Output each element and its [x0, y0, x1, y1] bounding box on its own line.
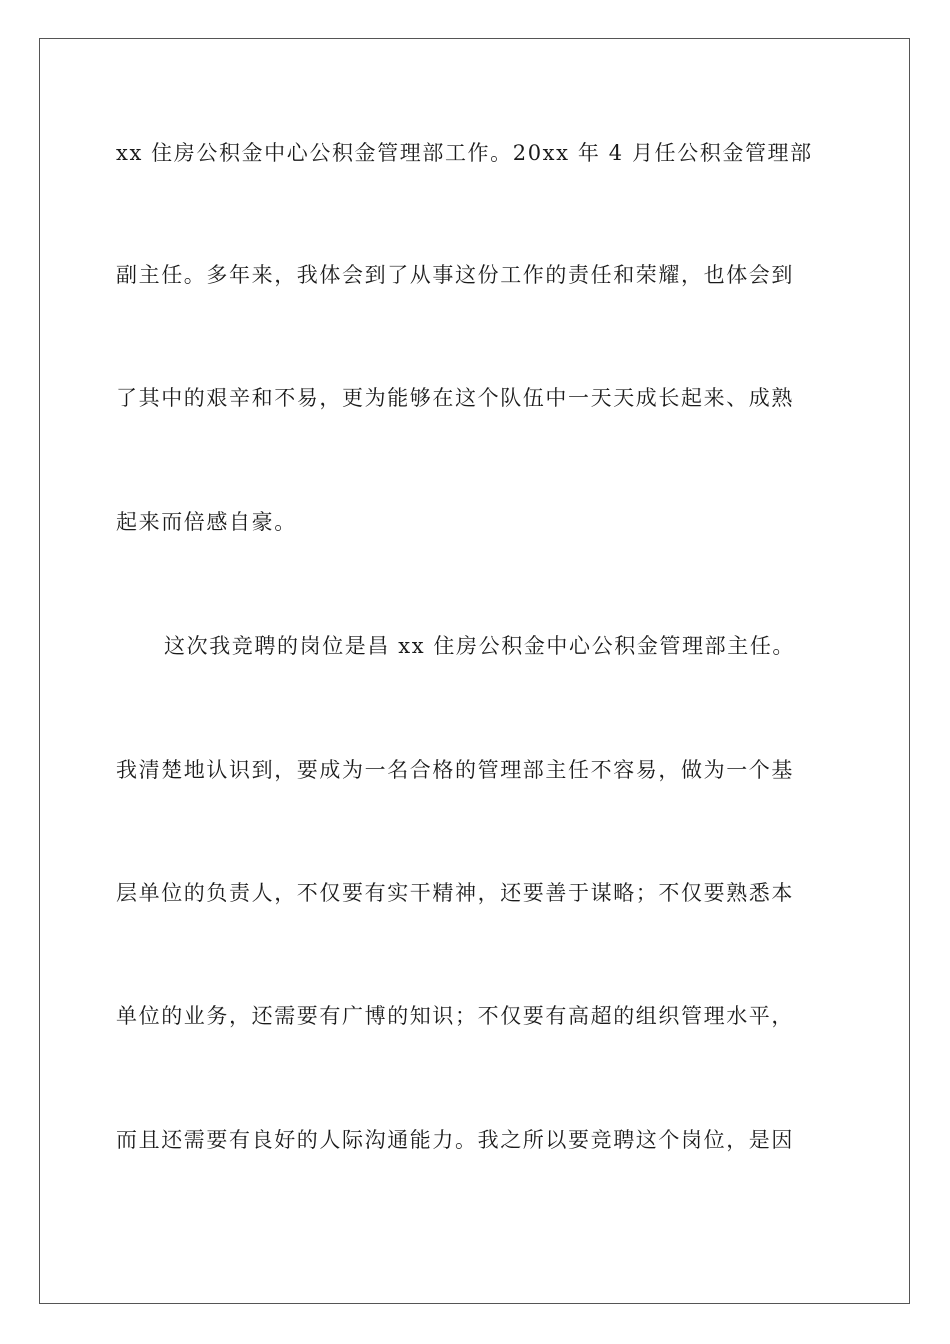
paragraph-line: 层单位的负责人，不仅要有实干精神，还要善于谋略；不仅要熟悉本 [116, 881, 794, 905]
paragraph-line: xx 住房公积金中心公积金管理部工作。20xx 年 4 月任公积金管理部 [116, 141, 813, 165]
paragraph-line: 这次我竞聘的岗位是昌 xx 住房公积金中心公积金管理部主任。 [164, 634, 796, 658]
paragraph-line: 而且还需要有良好的人际沟通能力。我之所以要竞聘这个岗位，是因 [116, 1128, 794, 1152]
paragraph-line: 单位的业务，还需要有广博的知识；不仅要有高超的组织管理水平， [116, 1004, 794, 1028]
page-border [39, 38, 910, 1304]
paragraph-line: 副主任。多年来，我体会到了从事这份工作的责任和荣耀，也体会到 [116, 263, 794, 287]
paragraph-line: 我清楚地认识到，要成为一名合格的管理部主任不容易，做为一个基 [116, 758, 794, 782]
paragraph-line: 了其中的艰辛和不易，更为能够在这个队伍中一天天成长起来、成熟 [116, 386, 794, 410]
paragraph-line: 起来而倍感自豪。 [116, 510, 297, 534]
